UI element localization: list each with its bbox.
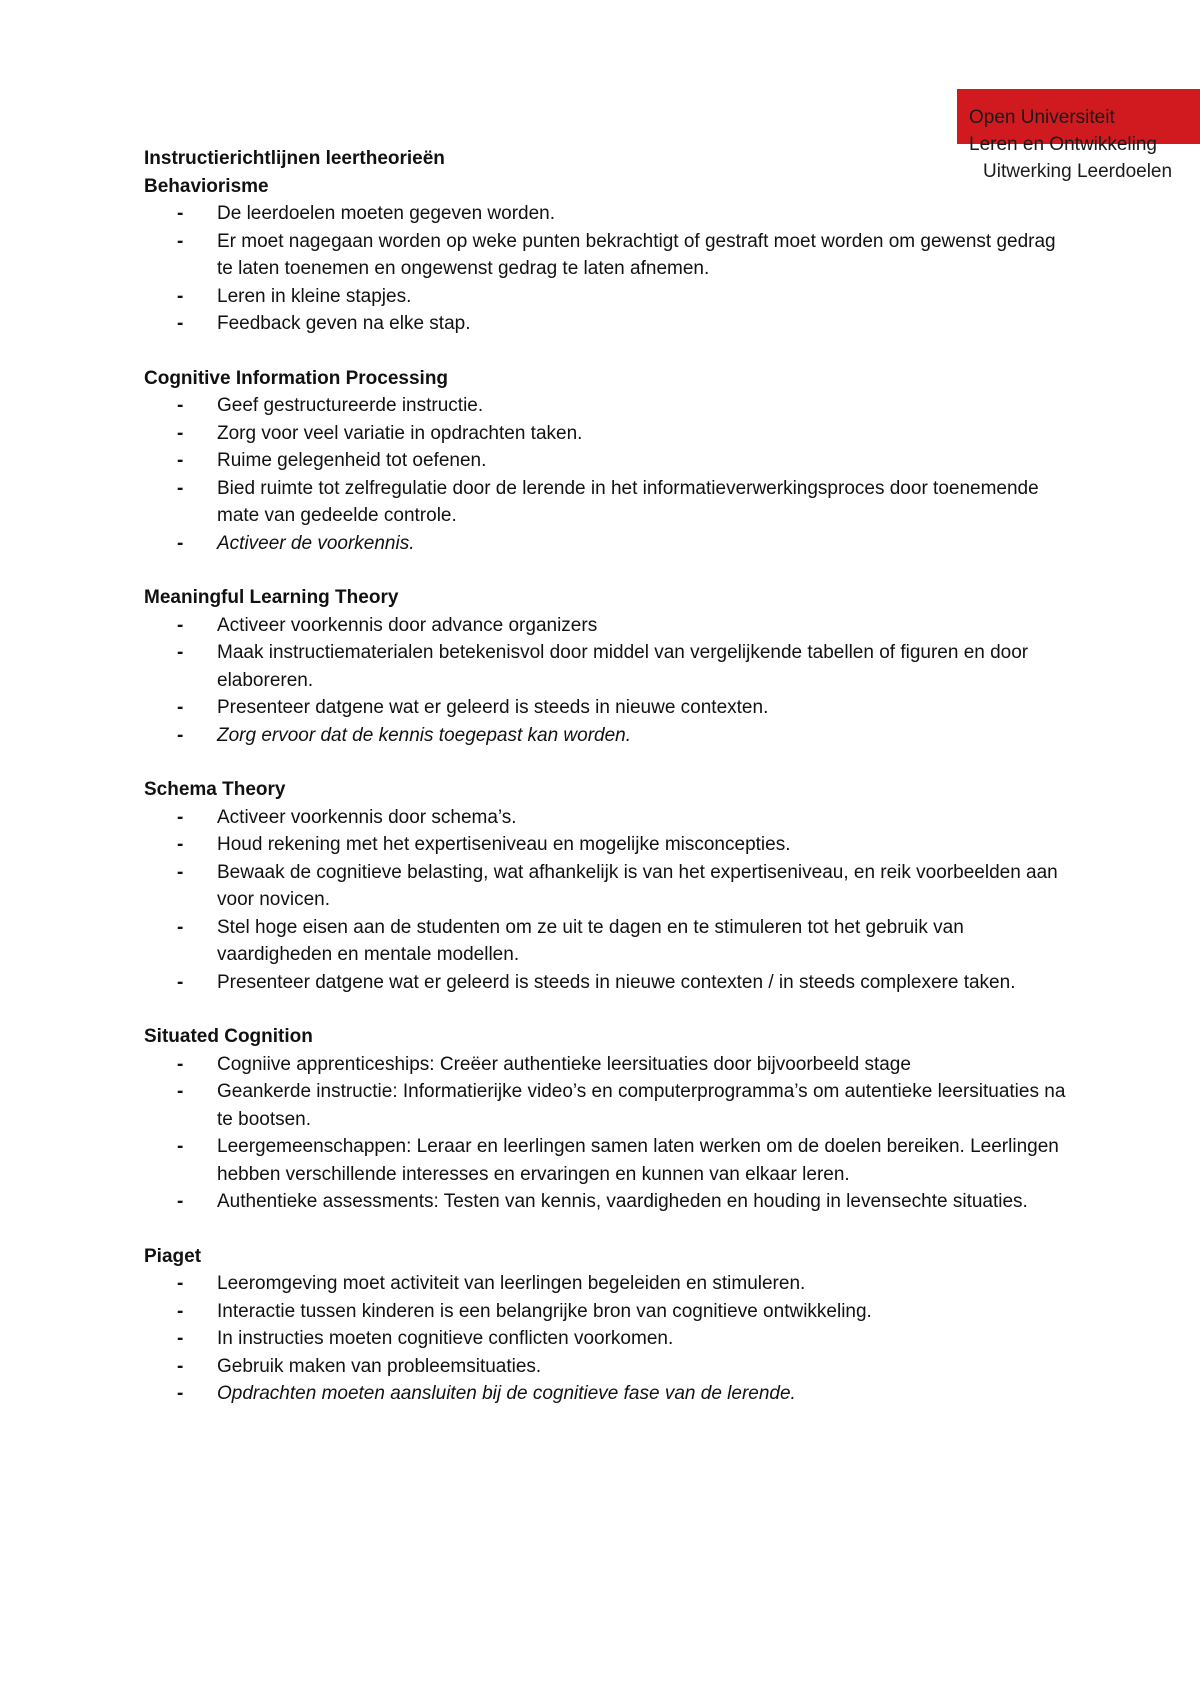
bullet-dash: - — [177, 1053, 184, 1075]
list-item-text: Interactie tussen kinderen is een belangrijke bron van cognitieve ontwikkeling. — [217, 1300, 872, 1322]
section — [144, 1243, 1074, 1408]
list-item-text: Activeer de voorkennis. — [217, 532, 415, 554]
bullet-dash: - — [177, 834, 184, 855]
list-item-text: Presenteer datgene wat er geleerd is steeds in nieuwe contexten / in steeds complexere taken. — [217, 971, 1016, 993]
list-item — [144, 1380, 1074, 1408]
section — [144, 173, 1074, 338]
list-item-text: De leerdoelen moeten gegeven worden. — [217, 203, 556, 224]
list-item — [144, 1298, 1074, 1326]
list-item — [144, 1133, 1074, 1188]
bullet-dash: - — [177, 724, 184, 746]
bullet-dash: - — [177, 532, 184, 554]
bullet-dash: - — [177, 806, 184, 828]
bullet-dash: - — [177, 1081, 184, 1102]
bullet-dash: - — [177, 642, 184, 663]
list-item — [144, 447, 1074, 475]
bullet-dash: - — [177, 1328, 184, 1349]
bullet-list — [144, 1270, 1074, 1408]
bullet-list — [144, 1051, 1074, 1216]
section — [144, 1023, 1074, 1216]
list-item — [144, 1078, 1074, 1133]
bullet-dash: - — [177, 477, 184, 499]
bullet-dash: - — [177, 1300, 184, 1322]
list-item-text: Er moet nagegaan worden op weke punten bekrachtigt of gestraft moet worden om gewenst gedrag te laten toenemen en ongewenst gedrag te laten afnemen. — [217, 230, 1056, 279]
section-title: Piaget — [144, 1245, 202, 1267]
document-body — [144, 145, 1074, 1435]
list-item — [144, 1188, 1074, 1216]
bullet-dash: - — [177, 1136, 184, 1157]
list-item-text: Houd rekening met het expertiseniveau en mogelijke misconcepties. — [217, 834, 791, 855]
list-item — [144, 392, 1074, 420]
list-item — [144, 283, 1074, 311]
list-item — [144, 200, 1074, 228]
section-title: Situated Cognition — [144, 1026, 313, 1047]
section — [144, 584, 1074, 749]
list-item-text: Bewaak de cognitieve belasting, wat afhankelijk is van het expertiseniveau, en reik voorbeelden aan voor novicen. — [217, 861, 1058, 910]
list-item-text: Authentieke assessments: Testen van kennis, vaardigheden en houding in levensechte situaties. — [217, 1191, 1028, 1212]
bullet-list — [144, 804, 1074, 997]
section-title: Cognitive Information Processing — [144, 367, 449, 389]
bullet-dash: - — [177, 1273, 184, 1294]
list-item — [144, 804, 1074, 832]
list-item-text: Leeromgeving moet activiteit van leerlingen begeleiden en stimuleren. — [217, 1273, 806, 1294]
list-item-text: Bied ruimte tot zelfregulatie door de lerende in het informatieverwerkingsproces door toenemende mate van gedeelde controle. — [217, 477, 1039, 526]
list-item — [144, 831, 1074, 859]
bullet-dash: - — [177, 230, 184, 252]
list-item — [144, 914, 1074, 969]
list-item-text: Geef gestructureerde instructie. — [217, 395, 484, 416]
list-item-text: Leren in kleine stapjes. — [217, 285, 412, 307]
bullet-dash: - — [177, 313, 184, 334]
list-item — [144, 1051, 1074, 1079]
section-title: Meaningful Learning Theory — [144, 587, 399, 608]
list-item-text: Activeer voorkennis door advance organizers — [217, 614, 598, 636]
list-item — [144, 475, 1074, 530]
list-item-text: Geankerde instructie: Informatierijke video’s en computerprogramma’s om autentieke leersituaties na te bootsen. — [217, 1081, 1066, 1130]
bullet-dash: - — [177, 916, 184, 938]
list-item-text: Cogniive apprenticeships: Creëer authentieke leersituaties door bijvoorbeeld stage — [217, 1053, 911, 1075]
bullet-dash: - — [177, 450, 184, 471]
list-item — [144, 1325, 1074, 1353]
list-item-text: Presenteer datgene wat er geleerd is steeds in nieuwe contexten. — [217, 697, 769, 718]
bullet-list — [144, 200, 1074, 338]
bullet-dash: - — [177, 395, 184, 416]
list-item-text: Ruime gelegenheid tot oefenen. — [217, 450, 487, 471]
header-course: Leren en Ontwikkeling — [969, 134, 1157, 155]
list-item — [144, 228, 1074, 283]
list-item — [144, 639, 1074, 694]
bullet-dash: - — [177, 1355, 184, 1377]
list-item-text: Zorg ervoor dat de kennis toegepast kan worden. — [217, 724, 632, 746]
section-title: Schema Theory — [144, 779, 286, 800]
list-item-text: Zorg voor veel variatie in opdrachten taken. — [217, 422, 583, 444]
list-item — [144, 612, 1074, 640]
list-item — [144, 859, 1074, 914]
list-item-text: Stel hoge eisen aan de studenten om ze uit te dagen en te stimuleren tot het gebruik van vaardigheden en mentale modellen. — [217, 916, 964, 965]
bullet-dash: - — [177, 1191, 184, 1212]
list-item — [144, 1270, 1074, 1298]
section — [144, 776, 1074, 996]
bullet-dash: - — [177, 614, 184, 636]
list-item — [144, 969, 1074, 997]
document-title: Instructierichtlijnen leertheorieën — [144, 148, 445, 169]
header-institution: Open Universiteit — [969, 107, 1115, 128]
list-item-text: Gebruik maken van probleemsituaties. — [217, 1355, 542, 1377]
list-item — [144, 530, 1074, 558]
bullet-dash: - — [177, 422, 184, 444]
list-item — [144, 1353, 1074, 1381]
list-item-text: Opdrachten moeten aansluiten bij de cognitieve fase van de lerende. — [217, 1383, 796, 1404]
bullet-dash: - — [177, 285, 184, 307]
section — [144, 365, 1074, 558]
bullet-dash: - — [177, 971, 184, 993]
list-item — [144, 722, 1074, 750]
list-item-text: Leergemeenschappen: Leraar en leerlingen samen laten werken om de doelen bereiken. Leerlingen hebben verschillende interesses en ervaringen en kunnen van elkaar leren. — [217, 1136, 1059, 1185]
bullet-list — [144, 612, 1074, 750]
list-item-text: Maak instructiematerialen betekenisvol door middel van vergelijkende tabellen of figuren en door elaboreren. — [217, 642, 1029, 691]
bullet-dash: - — [177, 203, 184, 224]
list-item-text: In instructies moeten cognitieve conflicten voorkomen. — [217, 1328, 674, 1349]
bullet-dash: - — [177, 697, 184, 718]
list-item-text: Activeer voorkennis door schema’s. — [217, 806, 517, 828]
list-item — [144, 420, 1074, 448]
list-item-text: Feedback geven na elke stap. — [217, 313, 471, 334]
list-item — [144, 694, 1074, 722]
header-subtitle: Uitwerking Leerdoelen — [983, 161, 1173, 182]
bullet-list — [144, 392, 1074, 557]
sections-container — [144, 173, 1074, 1408]
bullet-dash: - — [177, 1383, 184, 1404]
bullet-dash: - — [177, 861, 184, 883]
section-title: Behaviorisme — [144, 175, 269, 197]
list-item — [144, 310, 1074, 338]
